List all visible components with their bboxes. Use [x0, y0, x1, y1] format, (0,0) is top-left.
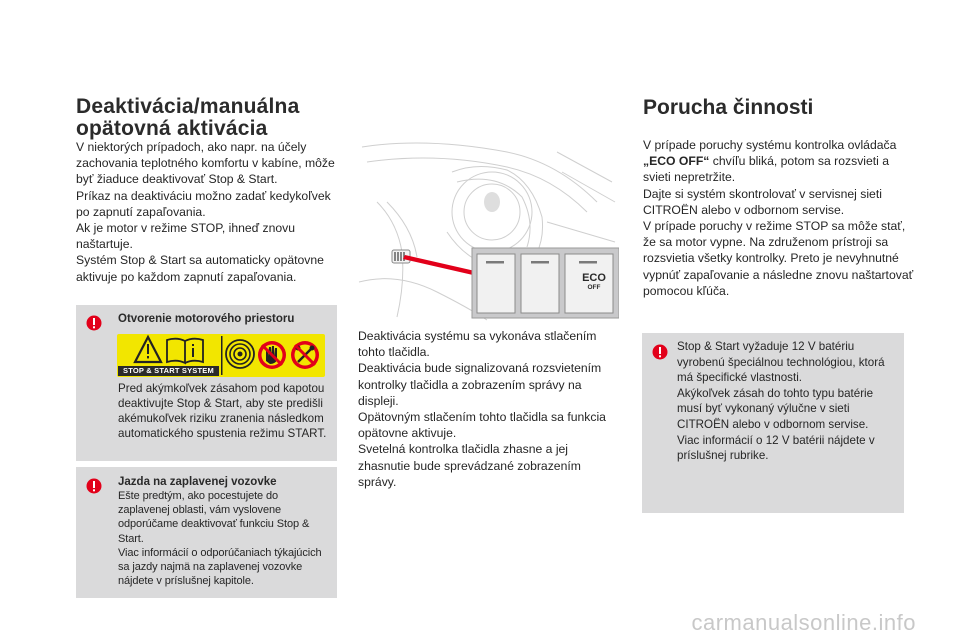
site-watermark: carmanualsonline.info	[691, 610, 916, 635]
paragraph: V niektorých prípadoch, ako napr. na účely zachovania teplotného komfortu v kabíne, môže byť žiaduce deaktivovať Stop & Start.	[76, 140, 335, 187]
warning-box-engine-hood	[76, 305, 337, 461]
warning-title: Otvorenie motorového priestoru	[118, 313, 295, 325]
warning-text: Pred akýmkoľvek zásahom pod kapotou deaktivujte Stop & Start, aby ste predišli akémukoľvek riziku zranenia následkom automatického spustenia režimu START.	[118, 382, 327, 440]
deactivation-text	[76, 139, 344, 285]
eco-off-button-icon[interactable]	[572, 273, 616, 292]
paragraph: Ešte predtým, ako pocestujete do zaplavenej oblasti, vám vyslovene odporúčame deaktivovať funkciu Stop & Start.	[118, 490, 310, 545]
section-title-malfunction: Porucha činnosti	[643, 96, 814, 119]
dashboard-button-illustration	[357, 142, 619, 322]
paragraph: Stop & Start vyžaduje 12 V batériu vyrobenú špeciálnou technológiou, ktorá má špecifické vlastnosti.	[677, 340, 885, 385]
paragraph: Ak je motor v režime STOP, ihneď znovu naštartuje.	[76, 221, 296, 252]
warning-title: Jazda na zaplavenej vozovke	[118, 476, 277, 488]
stop-start-system-label: STOP & START SYSTEM	[118, 366, 219, 376]
paragraph: Viac informácií o odporúčaniach týkajúcich sa jazdy najmä na zaplavenej vozovke nájdete v príslušnej kapitole.	[118, 546, 322, 588]
paragraph: Akýkoľvek zásah do tohto typu batérie musí byť vykonaný výlučne v sieti CITROËN alebo v odbornom servise.	[677, 386, 874, 431]
paragraph: Príkaz na deaktiváciu možno zadať kedykoľvek po zapnutí zapaľovania.	[76, 188, 331, 219]
spiral-fan-icon	[226, 340, 254, 368]
paragraph: Deaktivácia bude signalizovaná rozsvietením kontrolky tlačidla a zobrazením správy na displeji.	[358, 361, 602, 408]
paragraph: Svetelná kontrolka tlačidla zhasne a jej zhasnutie bude sprevádzané zobrazením správy.	[358, 442, 581, 489]
stop-start-warning-label	[117, 334, 325, 377]
paragraph: Deaktivácia systému sa vykonáva stlačením tohto tlačidla.	[358, 329, 597, 360]
no-hand-icon	[258, 341, 286, 369]
warning-text	[118, 489, 330, 588]
paragraph: Systém Stop & Start sa automaticky opätovne aktivuje po každom zapnutí zapaľovania.	[76, 253, 324, 284]
warning-box-flooded-road	[76, 467, 337, 598]
off-label: OFF	[587, 284, 601, 291]
section-title-deactivation: Deaktivácia/manuálna opätovná aktivácia	[76, 95, 300, 140]
warning-exclamation-icon	[652, 344, 668, 360]
triangle-warning-icon	[135, 337, 161, 362]
warning-text	[677, 339, 897, 464]
paragraph: V prípade poruchy v režime STOP sa môže stať, že sa motor vypne. Na združenom prístroji sa rozsvietia všetky kontrolky. Preto je nevyhnutné vypnúť zapaľovanie a následne znovu naštartovať pomocou kľúča.	[643, 219, 914, 298]
warning-exclamation-icon	[86, 478, 102, 494]
eco-label: ECO	[582, 272, 606, 284]
paragraph: Opätovným stlačením tohto tlačidla sa funkcia opätovne aktivuje.	[358, 410, 606, 441]
manual-book-icon	[167, 339, 203, 363]
malfunction-text	[643, 137, 915, 299]
eco-off-reference: „ECO OFF“	[643, 154, 710, 169]
button-usage-text	[358, 328, 620, 490]
warning-box-battery	[642, 333, 904, 513]
paragraph: Viac informácií o 12 V batérii nájdete v príslušnej rubrike.	[677, 433, 875, 463]
no-tools-icon	[291, 341, 319, 369]
warning-exclamation-icon	[86, 315, 102, 331]
paragraph: V prípade poruchy systému kontrolka ovládača „ECO OFF“ chvíľu bliká, potom sa rozsvieti a svieti nepretržite.	[643, 138, 897, 185]
paragraph: Dajte si systém skontrolovať v servisnej sieti CITROËN alebo v odbornom servise.	[643, 186, 882, 217]
